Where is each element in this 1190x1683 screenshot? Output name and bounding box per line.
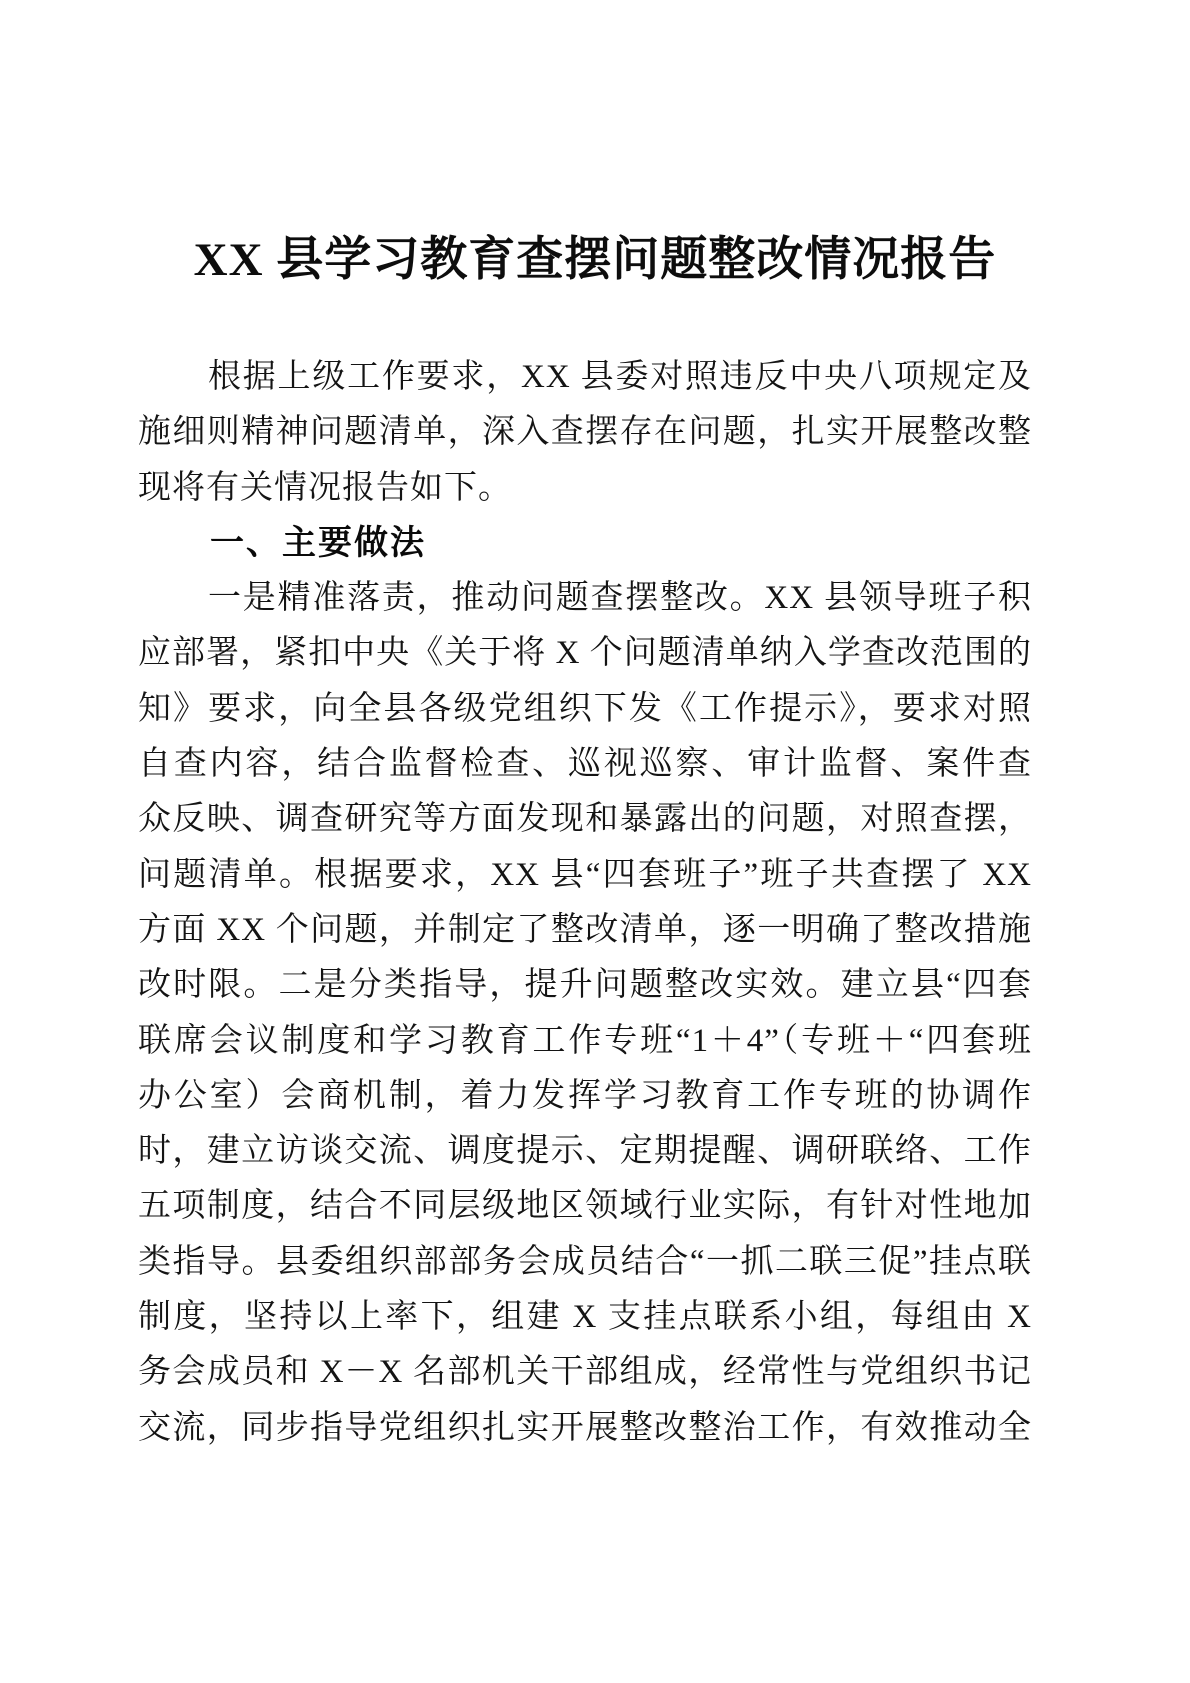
paragraph-line: 一是精准落责，推动问题查摆整改。XX 县领导班子积 <box>208 580 1032 617</box>
paragraph-line: 自查内容，结合监督检查、巡视巡察、审计监督、案件查 <box>138 746 1032 783</box>
paragraph-line: 方面 XX 个问题，并制定了整改清单，逐一明确了整改措施 <box>138 911 1032 948</box>
paragraph-line: 施细则精神问题清单，深入查摆存在问题，扎实开展整改整 <box>138 414 1032 451</box>
paragraph-line: 问题清单。根据要求，XX 县“四套班子”班子共查摆了 XX <box>138 856 1032 893</box>
paragraph-line: 五项制度，结合不同层级地区领域行业实际，有针对性地加 <box>138 1188 1032 1225</box>
paragraph-line: 知》要求，向全县各级党组织下发《工作提示》，要求对照 <box>138 690 1032 727</box>
paragraph-line: 时，建立访谈交流、调度提示、定期提醒、调研联络、工作 <box>138 1133 1032 1170</box>
paragraph-line: 众反映、调查研究等方面发现和暴露出的问题，对照查摆， <box>138 801 1032 838</box>
paragraph-line: 制度，坚持以上率下，组建 X 支挂点联系小组，每组由 X <box>138 1299 1032 1336</box>
document-title: XX 县学习教育查摆问题整改情况报告 <box>193 234 997 286</box>
paragraph-1 <box>138 350 1032 516</box>
paragraph-line: 应部署，紧扣中央《关于将 X 个问题清单纳入学查改范围的 <box>138 635 1032 672</box>
paragraph-line: 根据上级工作要求，XX 县委对照违反中央八项规定及 <box>208 359 1032 395</box>
paragraph-line: 现将有关情况报告如下。 <box>138 469 512 506</box>
paragraph-line: 办公室）会商机制，着力发挥学习教育工作专班的协调作 <box>138 1077 1032 1114</box>
paragraph-line: 类指导。县委组织部部务会成员结合“一抓二联三促”挂点联 <box>138 1243 1032 1280</box>
section-heading: 一、主要做法 <box>210 522 426 563</box>
paragraph-line: 交流，同步指导党组织扎实开展整改整治工作，有效推动全 <box>138 1409 1032 1446</box>
paragraph-line: 改时限。二是分类指导，提升问题整改实效。建立县“四套 <box>138 967 1032 1004</box>
paragraph-line: 务会成员和 X－X 名部机关干部组成，经常性与党组织书记 <box>138 1354 1032 1391</box>
document-body <box>138 350 1032 1456</box>
paragraph-line: 联席会议制度和学习教育工作专班“1＋4”（专班＋“四套班 <box>138 1022 1032 1059</box>
paragraph-2 <box>138 571 1032 1456</box>
